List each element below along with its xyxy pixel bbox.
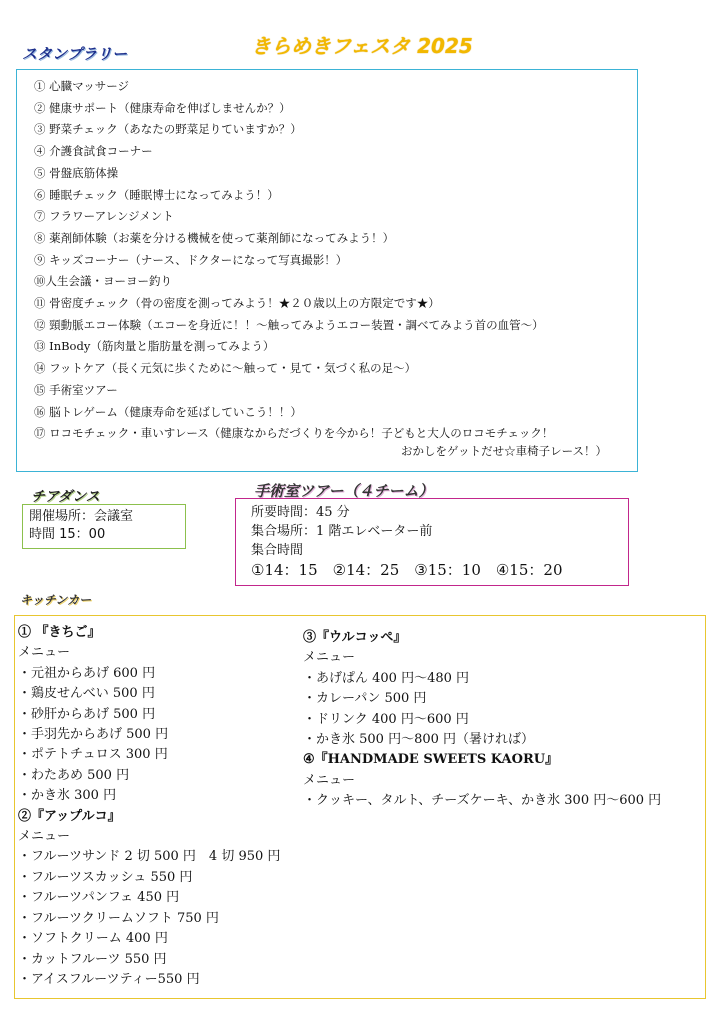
menu-item: ・かき氷 500 円～800 円（暑ければ）	[303, 732, 535, 748]
kitchen-right-column	[303, 628, 661, 812]
menu-label: メニュー	[18, 829, 71, 845]
or-tour-duration: 所要時間：45 分	[251, 505, 350, 520]
stamp-rally-heading: スタンプラリー	[22, 45, 128, 63]
stamp-item: ② 健康サポート（健康寿命を伸ばしませんか？）	[34, 100, 291, 115]
stamp-rally-list	[34, 76, 634, 445]
stamp-item: ③ 野菜チェック（あなたの野菜足りていますか？）	[34, 122, 302, 137]
menu-item: ・ポテトチュロス 300 円	[18, 747, 168, 763]
kitchen-car-heading: キッチンカー	[20, 593, 92, 607]
vendor-name: ②『アップルコ』	[18, 808, 121, 824]
menu-item: ・元祖からあげ 600 円	[18, 665, 156, 681]
menu-item: ・フルーツパンフェ 450 円	[18, 890, 180, 906]
page-title: きらめきフェスタ 2025	[251, 34, 473, 58]
kitchen-left-column	[18, 623, 280, 990]
kitchen-car-box	[14, 615, 706, 999]
vendor-name: ① 『きちご』	[18, 625, 101, 640]
stamp-item: ⑭ フットケア（長く元気に歩くために～触って・見て・気づく私の足～）	[34, 361, 417, 376]
cheer-dance-box	[22, 504, 186, 549]
stamp-item: ⑮ 手術室ツアー	[34, 382, 118, 397]
cheer-dance-heading: チアダンス	[31, 489, 100, 505]
or-tour-heading: 手術室ツアー（４チーム）	[254, 482, 434, 500]
menu-item: ・鶏皮せんべい 500 円	[18, 686, 155, 702]
menu-label: メニュー	[18, 645, 71, 661]
stamp-item: ⑥ 睡眠チェック（睡眠博士になってみよう！）	[34, 187, 279, 202]
stamp-item: ⑩人生会議・ヨーヨー釣り	[34, 274, 172, 289]
stamp-item: ⑤ 骨盤底筋体操	[34, 165, 119, 180]
menu-item: ・クッキー、タルト、チーズケーキ、かき氷 300 円～600 円	[303, 793, 662, 809]
vendor-name: ③『ウルコッペ』	[303, 630, 407, 645]
stamp-item: ⑫ 頸動脈エコー体験（エコーを身近に！！～触ってみようエコー装置・調べてみよう首の血管～）	[34, 317, 544, 332]
stamp-item: ⑪ 骨密度チェック（骨の密度を測ってみよう！★２０歳以上の方限定です★）	[34, 296, 440, 311]
menu-item: ・ドリンク 400 円～600 円	[303, 711, 469, 727]
or-tour-box	[235, 498, 629, 586]
stamp-item: ④ 介護食試食コーナー	[34, 144, 153, 159]
menu-item: ・フルーツスカッシュ 550 円	[18, 869, 193, 885]
menu-item: ・フルーツサンド 2 切 500 円 4 切 950 円	[18, 849, 281, 865]
stamp-item: ⑯ 脳トレゲーム（健康寿命を延ばしていこう！！）	[34, 404, 302, 419]
menu-item: ・かき氷 300 円	[18, 788, 117, 804]
menu-item: ・わたあめ 500 円	[18, 767, 130, 783]
or-tour-meeting-place: 集合場所：1 階エレベーター前	[251, 524, 433, 539]
menu-item: ・手羽先からあげ 500 円	[18, 727, 169, 743]
or-tour-times: ①14：15 ②14：25 ③15：10 ④15：20	[251, 561, 563, 579]
menu-item: ・砂肝からあげ 500 円	[18, 706, 156, 722]
menu-item: ・あげぱん 400 円～480 円	[303, 670, 470, 686]
vendor-name: ④『HANDMADE SWEETS KAORU』	[303, 752, 559, 768]
menu-item: ・ソフトクリーム 400 円	[18, 931, 168, 947]
menu-item: ・アイスフルーツティー550 円	[18, 971, 200, 987]
stamp-item: ⑬ InBody（筋肉量と脂肪量を測ってみよう）	[34, 339, 275, 354]
stamp-rally-box	[16, 69, 638, 472]
menu-item: ・フルーツクリームソフト 750 円	[18, 910, 219, 926]
stamp-item: ⑰ ロコモチェック・車いすレース（健康なからだづくりを今から！子どもと大人のロコモチェック！	[34, 426, 554, 441]
stamp-item-continuation: おかしをゲットだせ☆車椅子レース！）	[401, 444, 607, 458]
stamp-item: ⑨ キッズコーナー（ナース、ドクターになって写真撮影！）	[34, 252, 348, 267]
cheer-dance-venue: 開催場所：会議室	[29, 509, 134, 524]
stamp-item: ⑧ 薬剤師体験（お薬を分ける機械を使って薬剤師になってみよう！）	[34, 230, 395, 245]
menu-item: ・カレーパン 500 円	[303, 691, 427, 707]
or-tour-meeting-time-label: 集合時間	[251, 543, 304, 558]
menu-label: メニュー	[303, 650, 356, 666]
menu-item: ・カットフルーツ 550 円	[18, 951, 167, 967]
stamp-item: ① 心臓マッサージ	[34, 79, 129, 93]
cheer-dance-time: 時間 15：00	[29, 527, 106, 542]
stamp-item: ⑦ フラワーアレンジメント	[34, 209, 174, 224]
menu-label: メニュー	[303, 772, 356, 788]
